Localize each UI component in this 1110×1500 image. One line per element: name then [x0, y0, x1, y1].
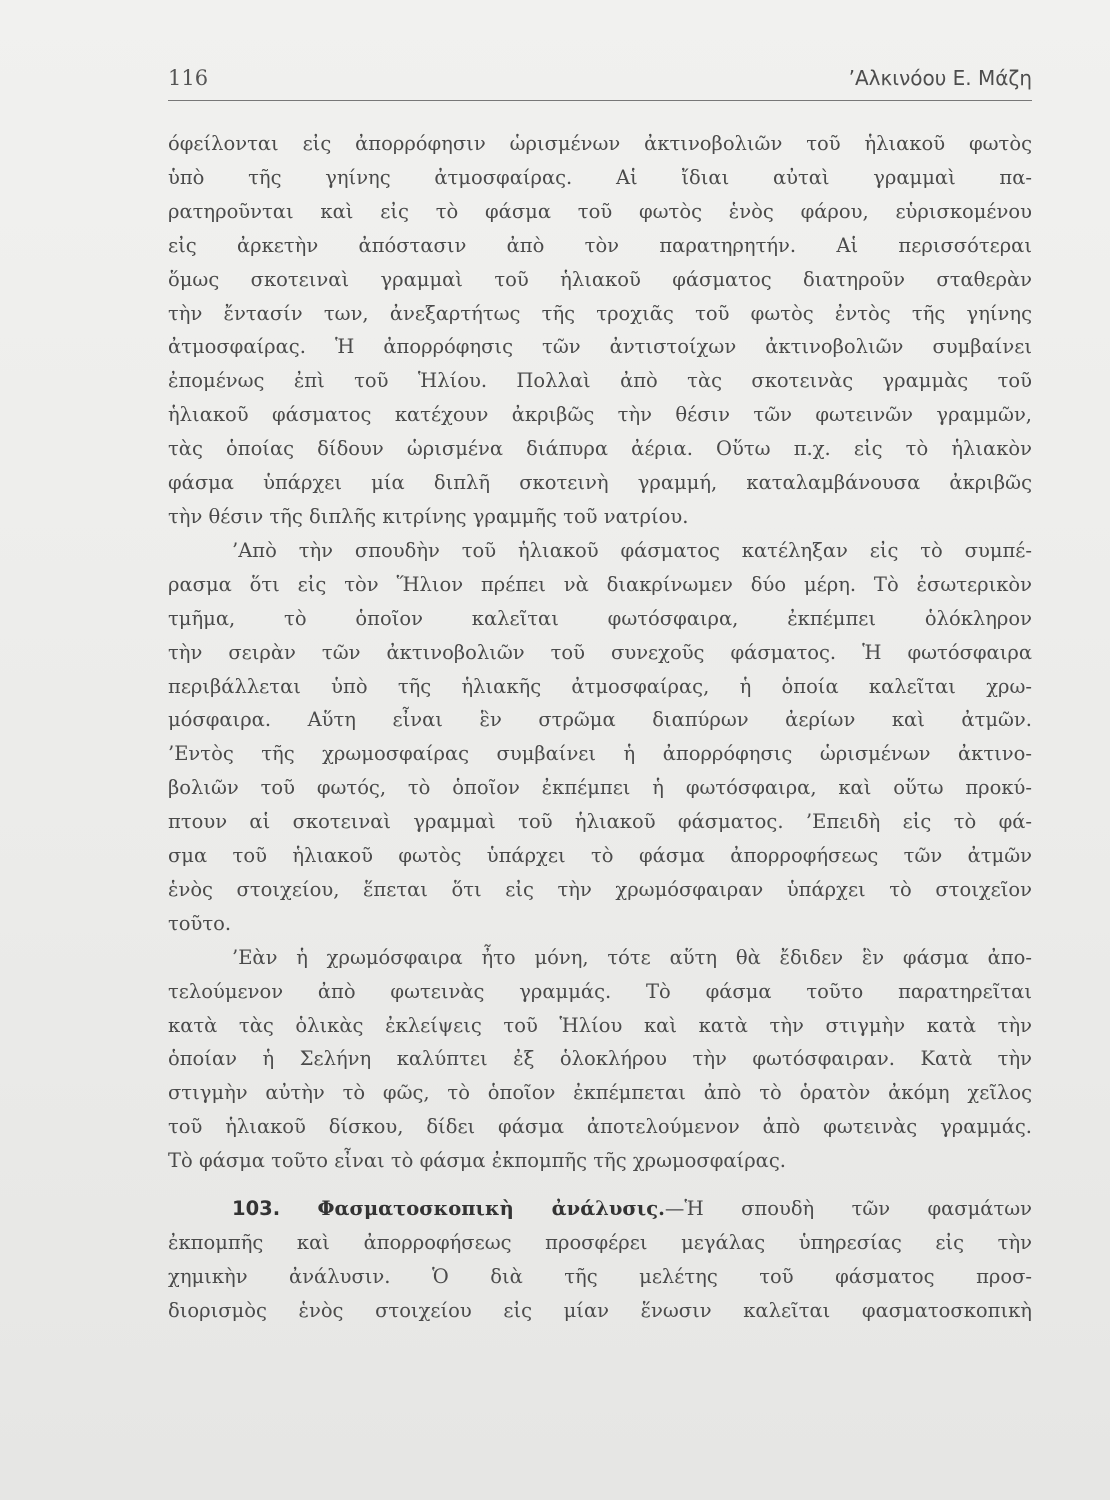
text-line: σμα τοῦ ἡλιακοῦ φωτὸς ὑπάρχει τὸ φάσμα ἀπορροφήσεως τῶν ἀτμῶν	[168, 844, 1032, 868]
text-line: κατὰ τὰς ὁλικὰς ἐκλείψεις τοῦ Ἡλίου καὶ κατὰ τὴν στιγμὴν κατὰ τὴν	[168, 1013, 1032, 1037]
text-line: όφείλονται εἰς ἀπορρόφησιν ὡρισμένων ἀκτινοβολιῶν τοῦ ἡλιακοῦ φωτὸς	[168, 132, 1032, 155]
paragraph-1	[168, 127, 1032, 534]
text-line: ’Εντὸς τῆς χρωμοσφαίρας συμβαίνει ἡ ἀπορρόφησις ὡρισμένων ἀκτινο-	[168, 742, 1032, 766]
text-line: τοῦ ἡλιακοῦ δίσκου, δίδει φάσμα ἀποτελούμενον ἀπὸ φωτεινὰς γραμμάς.	[168, 1115, 1032, 1139]
text-line: ἐκπομπῆς καὶ ἀπορροφήσεως προσφέρει μεγάλας ὑπηρεσίας εἰς τὴν	[168, 1231, 1032, 1254]
text-line: ὁποίαν ἡ Σελήνη καλύπτει ἐξ ὁλοκλήρου τὴν φωτόσφαιραν. Κατὰ τὴν	[168, 1047, 1032, 1071]
text-line: ἐπομένως ἐπὶ τοῦ Ἡλίου. Πολλαὶ ἀπὸ τὰς σκοτεινὰς γραμμὰς τοῦ	[168, 369, 1032, 393]
text-line: τὰς ὁποίας δίδουν ὡρισμένα διάπυρα ἀέρια. Οὕτω π.χ. εἰς τὸ ἡλιακὸν	[168, 437, 1032, 461]
text-line: τὴν ἔντασίν των, ἀνεξαρτήτως τῆς τροχιᾶς τοῦ φωτὸς ἐντὸς τῆς γηίνης	[168, 301, 1032, 325]
text-line: στιγμὴν αὐτὴν τὸ φῶς, τὸ ὁποῖον ἐκπέμπεται ἀπὸ τὸ ὁρατὸν ἀκόμη χεῖλος	[168, 1081, 1032, 1105]
header-rule	[168, 100, 1032, 101]
text-line: πτουν αἱ σκοτειναὶ γραμμαὶ τοῦ ἡλιακοῦ φάσματος. ’Επειδὴ εἰς τὸ φά-	[168, 810, 1032, 834]
section-number: 103.	[232, 1197, 281, 1221]
section-first-line	[168, 1192, 1032, 1226]
page-header	[168, 66, 1032, 100]
text-line: ἀτμοσφαίρας. Ἡ ἀπορρόφησις τῶν ἀντιστοίχων ἀκτινοβολιῶν συμβαίνει	[168, 335, 1032, 359]
text-line: τελούμενον ἀπὸ φωτεινὰς γραμμάς. Τὸ φάσμα τοῦτο παρατηρεῖται	[168, 979, 1032, 1003]
text-line: ἑνὸς στοιχείου, ἕπεται ὅτι εἰς τὴν χρωμόσφαιραν ὑπάρχει τὸ στοιχεῖον	[168, 877, 1032, 901]
text-line: ’Εὰν ἡ χρωμόσφαιρα ἦτο μόνη, τότε αὕτη θὰ ἔδιδεν ἓν φάσμα ἀπο-	[232, 945, 1032, 969]
section-title: Φασματοσκοπικὴ ἀνάλυσις.	[317, 1197, 665, 1221]
text-line: τὴν θέσιν τῆς διπλῆς κιτρίνης γραμμῆς τοῦ νατρίου.	[168, 504, 689, 528]
text-line: ὅμως σκοτειναὶ γραμμαὶ τοῦ ἡλιακοῦ φάσματος διατηροῦν σταθερὰν	[168, 267, 1032, 291]
text-line: —Ἡ σπουδὴ τῶν φασμάτων	[664, 1197, 1032, 1221]
section-103	[168, 1192, 1032, 1328]
text-line: Τὸ φάσμα τοῦτο εἶναι τὸ φάσμα ἐκπομπῆς τῆς χρωμοσφαίρας.	[168, 1149, 786, 1173]
text-line: διορισμὸς ἑνὸς στοιχείου εἰς μίαν ἕνωσιν καλεῖται φασματοσκοπικὴ	[168, 1298, 1032, 1322]
text-line: ρατηροῦνται καὶ εἰς τὸ φάσμα τοῦ φωτὸς ἑνὸς φάρου, εὑρισκομένου	[168, 199, 1032, 223]
text-line: τοῦτο.	[168, 911, 232, 935]
text-line: τμῆμα, τὸ ὁποῖον καλεῖται φωτόσφαιρα, ἐκπέμπει ὁλόκληρον	[168, 606, 1032, 630]
text-line: εἰς ἀρκετὴν ἀπόστασιν ἀπὸ τὸν παρατηρητήν. Αἱ περισσότεραι	[168, 233, 1032, 257]
text-line: ὑπὸ τῆς γηίνης ἀτμοσφαίρας. Αἱ ἴδιαι αὐταὶ γραμμαὶ πα-	[168, 165, 1032, 189]
text-line: βολιῶν τοῦ φωτός, τὸ ὁποῖον ἐκπέμπει ἡ φωτόσφαιρα, καὶ οὕτω προκύ-	[168, 776, 1032, 800]
running-head: ’Αλκινόου Ε. Μάζη	[848, 66, 1032, 90]
page-number: 116	[168, 66, 209, 90]
text-line: μόσφαιρα. Αὕτη εἶναι ἓν στρῶμα διαπύρων ἀερίων καὶ ἀτμῶν.	[168, 708, 1032, 732]
paragraph-3	[168, 941, 1032, 1178]
body-text	[168, 127, 1032, 1328]
text-line: ’Απὸ τὴν σπουδὴν τοῦ ἡλιακοῦ φάσματος κατέληξαν εἰς τὸ συμπέ-	[232, 538, 1032, 562]
text-line: ἡλιακοῦ φάσματος κατέχουν ἀκριβῶς τὴν θέσιν τῶν φωτεινῶν γραμμῶν,	[168, 403, 1032, 427]
text-line: τὴν σειρὰν τῶν ἀκτινοβολιῶν τοῦ συνεχοῦς φάσματος. Ἡ φωτόσφαιρα	[168, 640, 1032, 664]
paragraph-2	[168, 534, 1032, 941]
text-line: περιβάλλεται ὑπὸ τῆς ἡλιακῆς ἀτμοσφαίρας, ἡ ὁποία καλεῖται χρω-	[168, 674, 1032, 698]
text-line: φάσμα ὑπάρχει μία διπλῆ σκοτεινὴ γραμμή, καταλαμβάνουσα ἀκριβῶς	[168, 471, 1032, 495]
text-line: ρασμα ὅτι εἰς τὸν Ἥλιον πρέπει νὰ διακρίνωμεν δύο μέρη. Τὸ ἐσωτερικὸν	[168, 572, 1032, 596]
text-line: χημικὴν ἀνάλυσιν. Ὁ διὰ τῆς μελέτης τοῦ φάσματος προσ-	[168, 1264, 1032, 1288]
